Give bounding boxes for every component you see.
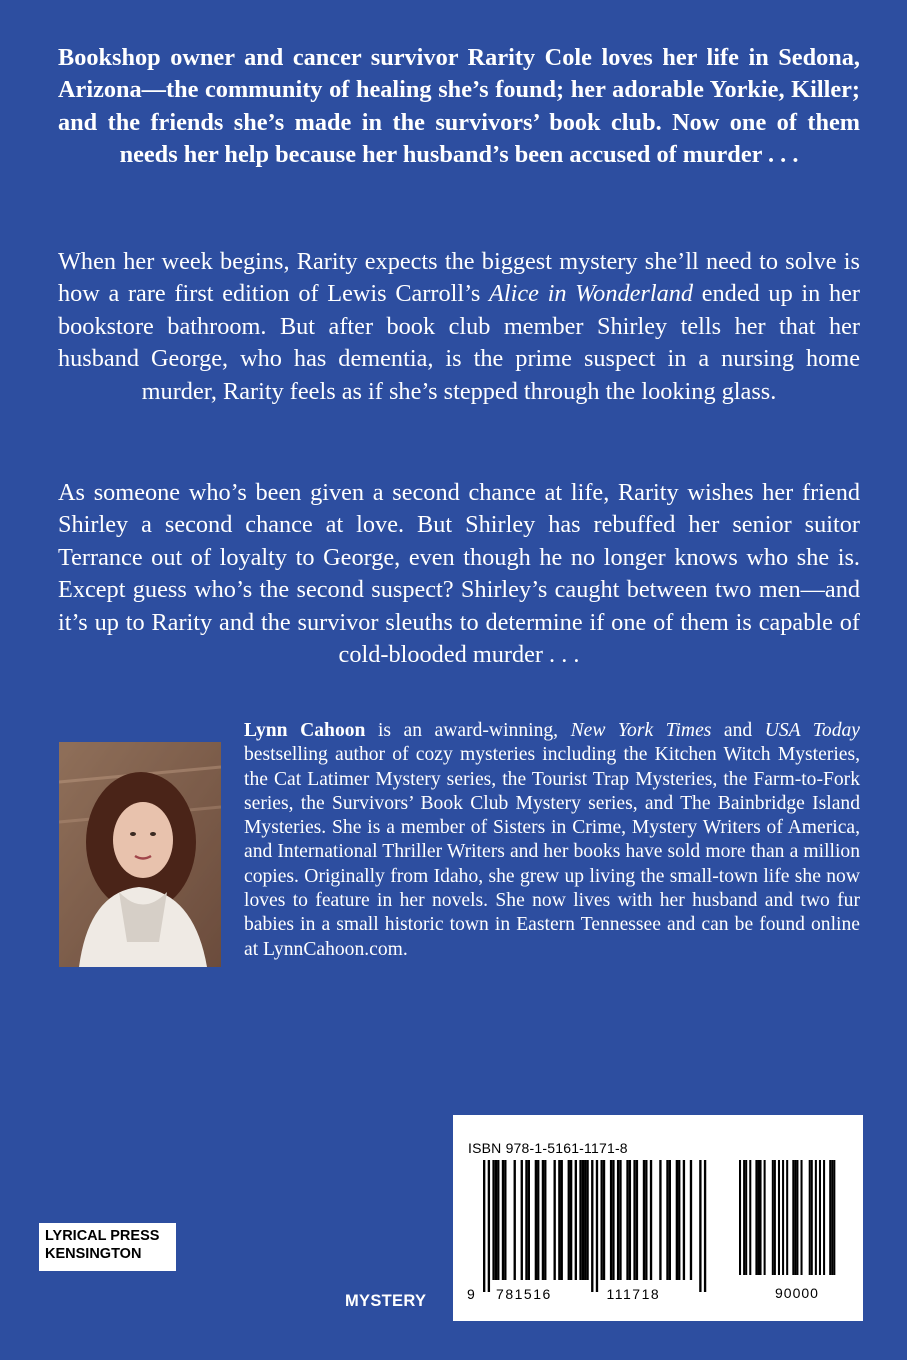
addon-bar [774, 1160, 776, 1275]
addon-bar [796, 1160, 798, 1275]
barcode-bar [659, 1160, 661, 1280]
author-photo [59, 742, 221, 967]
bestseller-list-usa: USA Today [764, 720, 860, 741]
barcode-bar [568, 1160, 570, 1280]
barcode-bar [525, 1160, 527, 1280]
barcode-bar [629, 1160, 631, 1280]
barcode-bar [678, 1160, 680, 1280]
addon-bar [829, 1160, 831, 1275]
barcode-bar [666, 1160, 668, 1280]
barcode-bar [610, 1160, 612, 1280]
barcode-bar [492, 1160, 494, 1280]
barcode-bar [596, 1160, 598, 1292]
isbn-barcode [453, 1115, 863, 1321]
publisher-logo [39, 1223, 176, 1271]
price-addon-code: 90000 [775, 1285, 819, 1301]
barcode-bar [626, 1160, 628, 1280]
addon-bar [739, 1160, 741, 1275]
barcode-bar [699, 1160, 701, 1292]
addon-bar [811, 1160, 813, 1275]
addon-bar [819, 1160, 821, 1275]
barcode-bar [542, 1160, 544, 1280]
synopsis-paragraph-1 [58, 246, 860, 408]
synopsis-text: When her week begins, Rarity expects the biggest mystery she’ll need to solve is how a rare first edition of Lewis Carroll’s [58, 248, 860, 308]
barcode-bar [558, 1160, 560, 1280]
bio-text: and [711, 720, 765, 741]
barcode-bar [650, 1160, 652, 1280]
barcode-bar [669, 1160, 671, 1280]
barcode-bar [601, 1160, 603, 1280]
addon-bar [782, 1160, 784, 1275]
genre-label: MYSTERY [345, 1292, 427, 1310]
book-title-reference: Alice in Wonderland [489, 280, 694, 308]
publisher-name: LYRICAL PRESS [45, 1228, 160, 1244]
barcode-bar [579, 1160, 581, 1280]
barcode-bar [528, 1160, 530, 1280]
addon-bar [743, 1160, 745, 1275]
synopsis-paragraph-2: As someone who’s been given a second chance at life, Rarity wishes her friend Shirley a second chance at love. But Shirley has rebuffed her senior suitor Terrance out of loyalty to George, even though he no longer knows who she is. Except guess who’s the second suspect? Shirley’s caught between two men—and it’s up to Rarity and the survivor sleuths to determine if one of them is capable of cold-blooded murder . . . [58, 479, 860, 669]
barcode-bar [561, 1160, 563, 1280]
publisher-imprint: KENSINGTON [45, 1246, 142, 1262]
barcode-bar [636, 1160, 638, 1280]
addon-bar [815, 1160, 817, 1275]
barcode-bar [535, 1160, 537, 1280]
addon-bar [757, 1160, 759, 1275]
author-name: Lynn Cahoon [244, 720, 366, 741]
bio-text: is an award-winning, [365, 720, 571, 741]
barcode-bar [514, 1160, 516, 1280]
barcode-bar [502, 1160, 504, 1280]
barcode-bar [544, 1160, 546, 1280]
barcode-lead-digit: 9 [467, 1286, 477, 1302]
barcode-bar [586, 1160, 588, 1280]
isbn-number: ISBN 978-1-5161-1171-8 [468, 1140, 628, 1156]
addon-bar [755, 1160, 757, 1275]
barcode-bar [495, 1160, 497, 1280]
addon-bar [792, 1160, 794, 1275]
addon-bar [809, 1160, 811, 1275]
barcode-bar [645, 1160, 647, 1280]
barcode-bar [537, 1160, 539, 1280]
addon-bar [831, 1160, 833, 1275]
barcode-bar [497, 1160, 499, 1280]
barcode-bar [554, 1160, 556, 1280]
addon-bar [778, 1160, 780, 1275]
barcode-bar [575, 1160, 577, 1280]
synopsis-text: ended up in her bookstore bathroom. But after book club member Shirley tells her that her husband George, who has dementia, is the prime suspect in a nursing home murder, Rarity feels as if she’s stepped through the looking glass. [58, 280, 860, 405]
barcode-bar [704, 1160, 706, 1292]
barcode-bar [690, 1160, 692, 1280]
barcode-bar [633, 1160, 635, 1280]
barcode-left-digits: 781516 [496, 1286, 552, 1302]
barcode-bar [488, 1160, 490, 1292]
bio-text: bestselling author of cozy mysteries including the Kitchen Witch Mysteries, the Cat Latimer Mystery series, the Tourist Trap Mysteries, the Farm-to-Fork series, the Survivors’ Book Club Mystery series, and The Bainbridge Island Mysteries. She is a member of Sisters in Crime, Mystery Writers of America, and International Thriller Writers and her books have sold more than a million copies. Originally from Idaho, she grew up living the small-town life she now loves to feature in her novels. She now lives with her husband and two fur babies in a small historic town in Eastern Tennessee and can be found online at LynnCahoon.com. [244, 744, 860, 960]
barcode-bar [612, 1160, 614, 1280]
barcode-bar [683, 1160, 685, 1280]
addon-bar [764, 1160, 766, 1275]
addon-bar [749, 1160, 751, 1275]
barcode-bar [643, 1160, 645, 1280]
bestseller-list-nyt: New York Times [570, 720, 712, 741]
addon-bar [833, 1160, 835, 1275]
barcode-bar [619, 1160, 621, 1280]
addon-bar [760, 1160, 762, 1275]
barcode-bar [617, 1160, 619, 1280]
barcode-right-digits: 111718 [606, 1286, 661, 1302]
barcode-bar [582, 1160, 584, 1280]
blurb-headline: Bookshop owner and cancer survivor Rarity Cole loves her life in Sedona, Arizona—the community of healing she’s found; her adorable Yorkie, Killer; and the friends she’s made in the survivors’ book club. Now one of them needs her help because her husband’s been accused of murder . . . [58, 44, 860, 169]
addon-bar [823, 1160, 825, 1275]
addon-bar [794, 1160, 796, 1275]
barcode-bar [570, 1160, 572, 1280]
addon-bar [801, 1160, 803, 1275]
barcode-bar [584, 1160, 586, 1280]
barcode-bar [603, 1160, 605, 1280]
author-bio [244, 719, 860, 962]
barcode-bar [676, 1160, 678, 1280]
addon-bar [786, 1160, 788, 1275]
addon-bar [745, 1160, 747, 1275]
addon-bar [772, 1160, 774, 1275]
barcode-bar [504, 1160, 506, 1280]
barcode-bar [483, 1160, 485, 1292]
barcode-bar [591, 1160, 593, 1292]
barcode-bar [521, 1160, 523, 1280]
